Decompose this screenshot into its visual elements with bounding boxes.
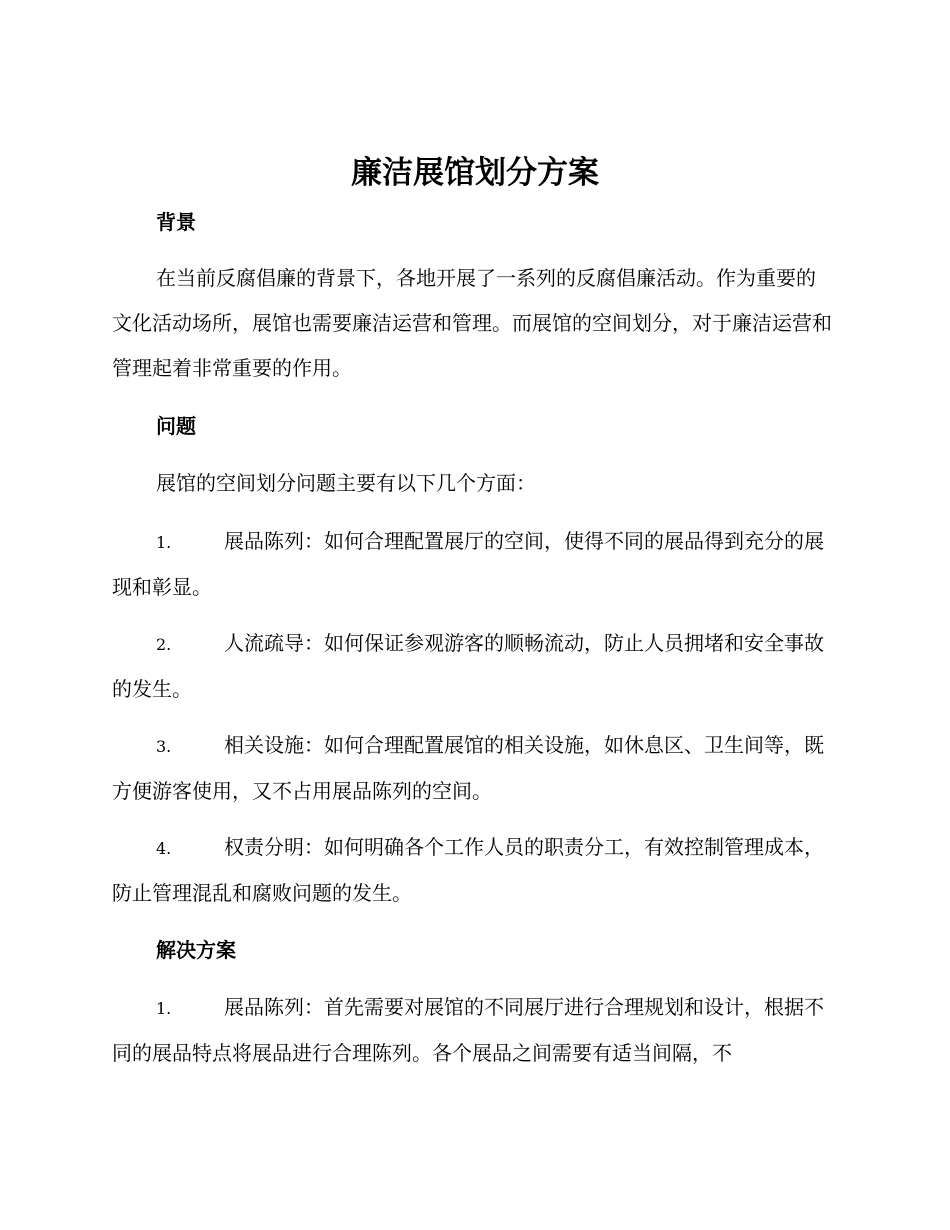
problem-item-text: 展品陈列：如何合理配置展厅的空间，使得不同的展品得到充分的展现和彰显。 [112, 529, 824, 599]
solution-item-number: 1. [156, 999, 172, 1018]
problem-item-number: 2. [156, 635, 172, 654]
section-heading-problems: 问题 [156, 414, 196, 438]
problem-item-3 [112, 723, 832, 814]
problem-item-text: 权责分明：如何明确各个工作人员的职责分工，有效控制管理成本，防止管理混乱和腐败问题的发生。 [112, 835, 824, 905]
problems-intro: 展馆的空间划分问题主要有以下几个方面： [156, 471, 536, 495]
problem-item-number: 4. [156, 839, 172, 858]
section-heading-background: 背景 [156, 210, 196, 234]
section-heading-solutions: 解决方案 [156, 938, 236, 962]
problem-item-number: 3. [156, 737, 172, 756]
document-title: 廉洁展馆划分方案 [351, 155, 599, 191]
problem-item-text: 相关设施：如何合理配置展馆的相关设施，如休息区、卫生间等，既方便游客使用，又不占用展品陈列的空间。 [112, 733, 824, 803]
background-paragraph: 在当前反腐倡廉的背景下，各地开展了一系列的反腐倡廉活动。作为重要的文化活动场所，展馆也需要廉洁运营和管理。而展馆的空间划分，对于廉洁运营和管理起着非常重要的作用。 [112, 266, 832, 380]
solution-item-1 [112, 985, 832, 1076]
problem-item-4 [112, 825, 832, 916]
problem-item-text: 人流疏导：如何保证参观游客的顺畅流动，防止人员拥堵和安全事故的发生。 [112, 631, 824, 701]
problem-item-1 [112, 519, 832, 610]
solution-item-text: 展品陈列：首先需要对展馆的不同展厅进行合理规划和设计，根据不同的展品特点将展品进行合理陈列。各个展品之间需要有适当间隔，不 [112, 995, 824, 1065]
problem-item-number: 1. [156, 533, 172, 552]
problem-item-2 [112, 621, 832, 712]
